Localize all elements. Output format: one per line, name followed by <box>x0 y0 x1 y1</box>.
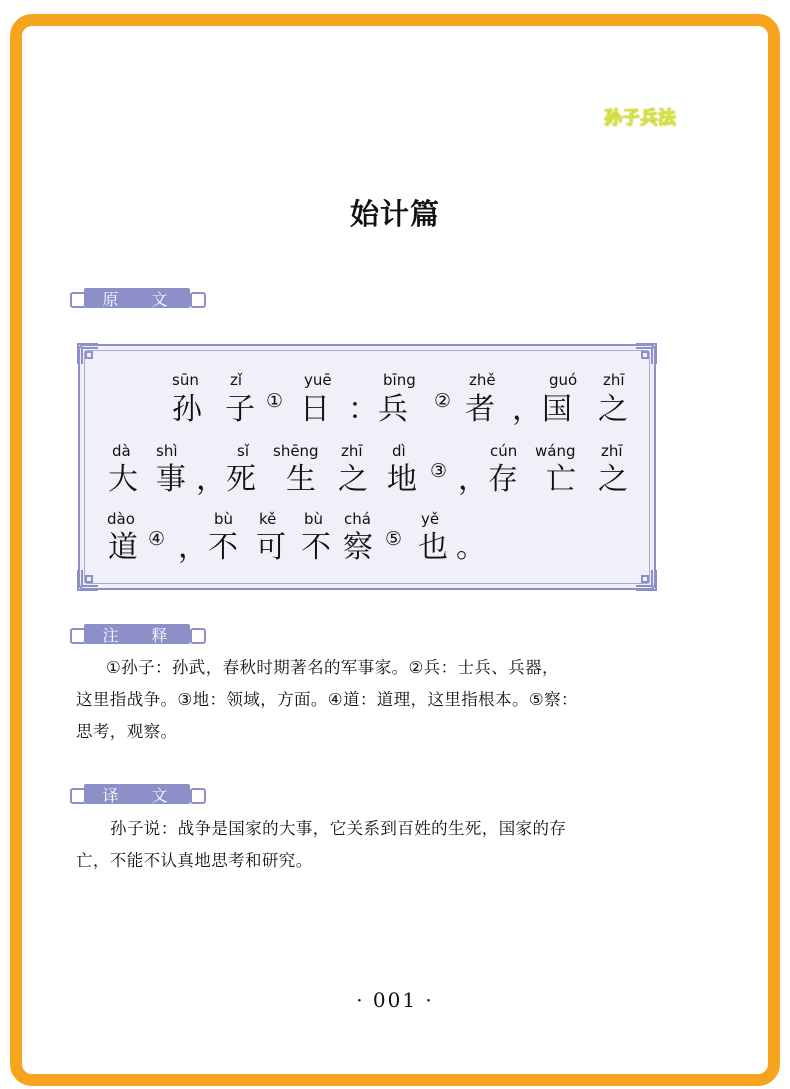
translation-line: 孙子说：战争是国家的大事，它关系到百姓的生死，国家的存 <box>110 819 567 838</box>
hanzi: 地 <box>387 462 417 497</box>
note-mark: ① <box>266 390 284 412</box>
hanzi: 生 <box>286 462 316 497</box>
pinyin: shēng <box>273 442 319 460</box>
chapter-title: 始计篇 <box>349 197 440 231</box>
pinyin: zhī <box>341 442 363 460</box>
pinyin: sūn <box>172 371 199 389</box>
corner-ornament-icon <box>634 342 658 366</box>
pinyin: dà <box>112 442 131 460</box>
notes-line: ①孙子：孙武，春秋时期著名的军事家。②兵：士兵、兵器， <box>106 658 559 677</box>
corner-ornament-icon <box>634 568 658 592</box>
section-label-notes-text: 注 释 <box>84 624 190 644</box>
hanzi: ，不 <box>178 530 238 565</box>
hanzi: 也 <box>418 530 448 565</box>
hanzi: 可 <box>256 530 286 565</box>
pinyin: bù <box>214 510 234 528</box>
pinyin: bù <box>304 510 324 528</box>
pinyin: zhī <box>603 371 625 389</box>
hanzi: 大 <box>108 462 138 497</box>
hanzi: ：兵 <box>348 392 408 427</box>
note-mark: ② <box>434 390 452 412</box>
pinyin: kě <box>259 510 277 528</box>
pinyin: yuē <box>304 371 332 389</box>
hanzi: 孙 <box>172 392 202 427</box>
pinyin: zhī <box>601 442 623 460</box>
hanzi: 之 <box>598 392 628 427</box>
book-title-tag: 孙子兵法 <box>604 108 676 129</box>
hanzi: 道 <box>108 530 138 565</box>
pinyin: zhě <box>469 371 496 389</box>
pinyin: cún <box>490 442 518 460</box>
corner-ornament-icon <box>76 342 100 366</box>
hanzi: ，国 <box>512 392 572 427</box>
pinyin: dào <box>107 510 135 528</box>
notes-line: 思考，观察。 <box>76 722 178 741</box>
pinyin: chá <box>344 510 371 528</box>
pinyin: dì <box>392 442 406 460</box>
hanzi: 之 <box>598 462 628 497</box>
notes-paragraph <box>76 652 661 748</box>
hanzi: 亡 <box>546 462 576 497</box>
pinyin: guó <box>549 371 578 389</box>
hanzi: 之 <box>338 462 368 497</box>
section-label-notes <box>76 622 208 646</box>
pinyin: yě <box>421 510 440 528</box>
translation-line: 亡，不能不认真地思考和研究。 <box>76 851 313 870</box>
corner-ornament-icon <box>76 568 100 592</box>
note-mark: ⑤ <box>385 528 403 550</box>
pinyin: wáng <box>535 442 576 460</box>
section-label-translation-text: 译 文 <box>84 784 190 804</box>
hanzi: ，存 <box>458 462 518 497</box>
pinyin: sǐ <box>237 442 249 460</box>
page-number: · 001 · <box>356 988 434 1012</box>
pinyin: zǐ <box>230 371 243 389</box>
translation-paragraph <box>76 813 661 877</box>
hanzi: 子 <box>225 392 255 427</box>
hanzi: 事 <box>156 462 186 497</box>
notes-line: 这里指战争。③地：领域，方面。④道：道理，这里指根本。⑤察： <box>76 690 578 709</box>
pinyin: bīng <box>383 371 416 389</box>
section-label-translation <box>76 782 208 806</box>
hanzi: 。 <box>456 530 486 565</box>
hanzi: 不 <box>301 530 331 565</box>
hanzi: ，死 <box>196 462 256 497</box>
hanzi: 察 <box>343 530 373 565</box>
hanzi: 者 <box>465 392 495 427</box>
section-label-original-text: 原 文 <box>84 288 190 308</box>
section-label-original <box>76 286 208 310</box>
note-mark: ④ <box>148 528 166 550</box>
hanzi: 日 <box>300 392 330 427</box>
note-mark: ③ <box>430 460 448 482</box>
pinyin: shì <box>156 442 178 460</box>
